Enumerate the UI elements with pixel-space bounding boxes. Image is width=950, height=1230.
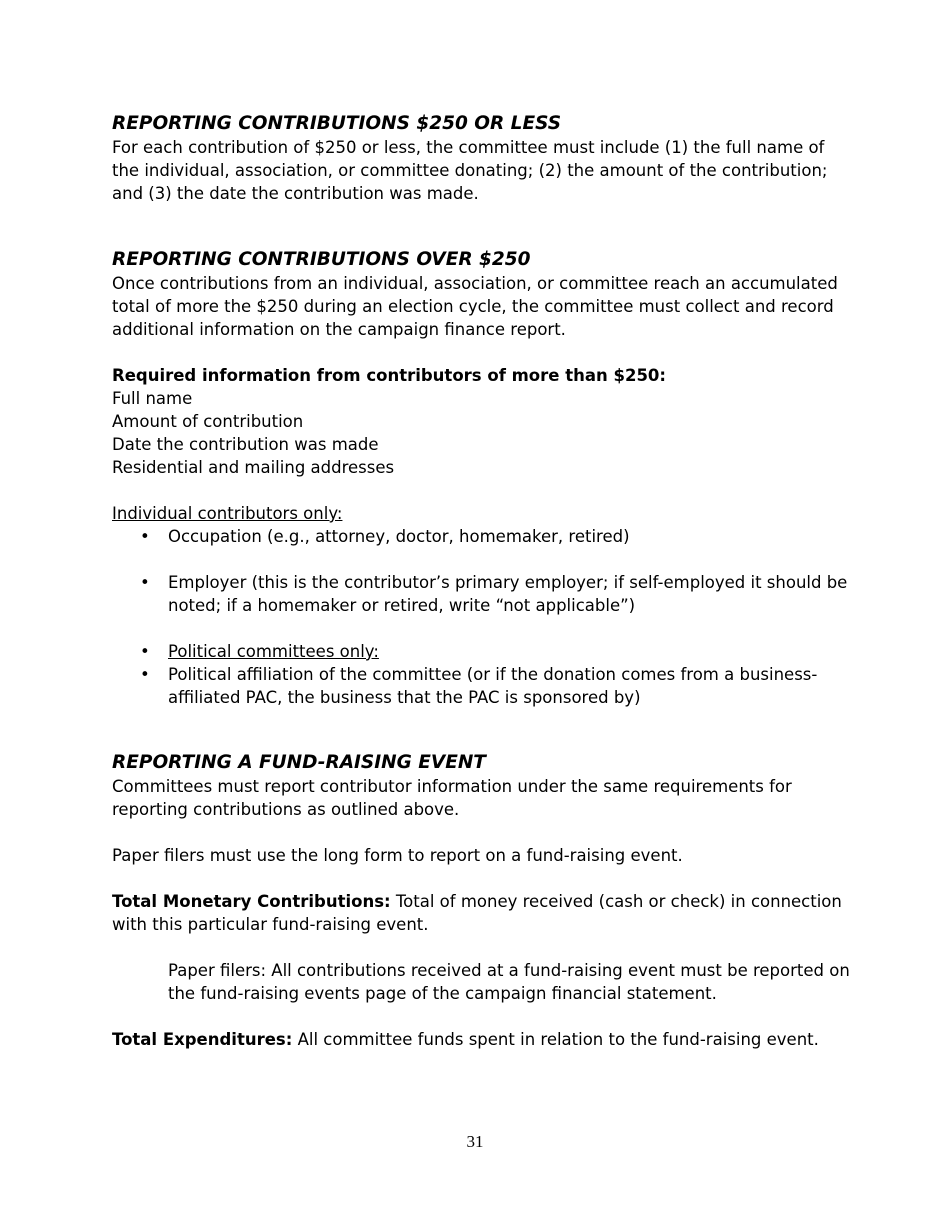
section-body-250-or-less: For each contribution of $250 or less, the committee must include (1) the full name of the individual, association, or committee donating; (2) the amount of the contribution; and (3) the date the contribution was made.: [112, 138, 828, 203]
bullet-dot: •: [140, 573, 150, 592]
individual-contributors-label: Individual contributors only:: [112, 504, 343, 523]
bullet-text: Political committees only:: [168, 642, 379, 661]
total-expenditures-label: Total Expenditures:: [112, 1030, 293, 1049]
section-heading-250-or-less: REPORTING CONTRIBUTIONS $250 OR LESS: [112, 113, 562, 134]
bullet-employer: [112, 571, 852, 617]
paper-filers-note: Paper filers: All contributions received at a fund-raising event must be reported on the fund-raising events page of the campaign financial statement.: [168, 961, 850, 1003]
contributor-bullet-list: [112, 525, 852, 709]
required-item-date: Date the contribution was made: [112, 435, 379, 454]
bullet-text: Political affiliation of the committee (or if the donation comes from a business-affiliated PAC, the business that the PAC is sponsored by): [168, 665, 818, 707]
page-number: 31: [466, 1132, 484, 1151]
required-item-addresses: Residential and mailing addresses: [112, 458, 395, 477]
required-info-heading: Required information from contributors of more than $250:: [112, 366, 666, 385]
total-expenditures: [112, 1028, 852, 1051]
bullet-occupation: [112, 525, 852, 548]
bullet-political-affiliation: [112, 663, 852, 709]
bullet-political-committees: [112, 640, 852, 663]
page-content: [112, 112, 852, 1051]
fund-raising-body-1: Committees must report contributor information under the same requirements for reporting contributions as outlined above.: [112, 777, 792, 819]
bullet-dot: •: [140, 642, 150, 661]
fund-raising-body-2: Paper filers must use the long form to report on a fund-raising event.: [112, 846, 683, 865]
total-monetary-label: Total Monetary Contributions:: [112, 892, 391, 911]
bullet-dot: •: [140, 665, 150, 684]
total-monetary-text: Total of money received (cash or check) in connection with this particular fund-raising event.: [112, 892, 842, 934]
section-heading-over-250: REPORTING CONTRIBUTIONS OVER $250: [112, 249, 531, 270]
section-heading-fund-raising-event: REPORTING A FUND-RAISING EVENT: [112, 752, 486, 773]
bullet-dot: •: [140, 527, 150, 546]
total-monetary-contributions: [112, 890, 852, 936]
section-body-over-250: Once contributions from an individual, association, or committee reach an accumulated total of more the $250 during an election cycle, the committee must collect and record additional information on the campaign finance report.: [112, 274, 838, 339]
required-item-full-name: Full name: [112, 389, 193, 408]
required-item-amount: Amount of contribution: [112, 412, 304, 431]
total-expenditures-text: All committee funds spent in relation to the fund-raising event.: [292, 1030, 819, 1049]
bullet-text: Occupation (e.g., attorney, doctor, homemaker, retired): [168, 527, 630, 546]
bullet-text: Employer (this is the contributor’s primary employer; if self-employed it should be noted; if a homemaker or retired, write “not applicable”): [168, 573, 848, 615]
